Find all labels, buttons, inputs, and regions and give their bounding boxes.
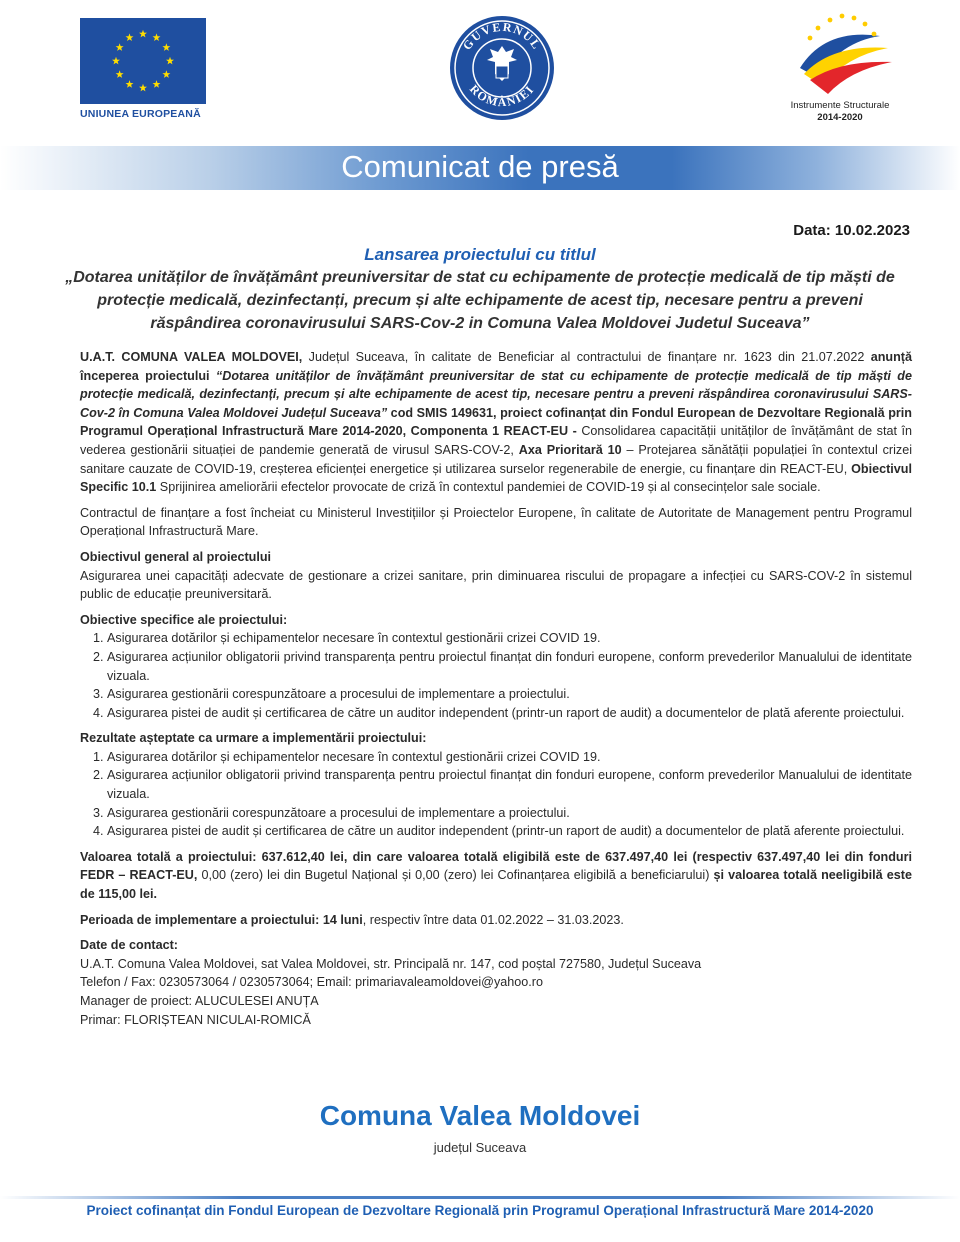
project-heading <box>60 244 900 335</box>
project-title: „Dotarea unităților de învățământ preuniversitar de stat cu echipamente de protecție medicală de tip măști de protecție medicală, dezinfectanți, precum și alte echipamente de acest tip, necesare pentru a preveni răspândirea coronavirusului SARS-Cov-2 in Comuna Valea Moldovei Judetul Suceava” <box>65 269 895 332</box>
list-item: 1. Asigurarea dotărilor și echipamentelor necesare în contextul gestionării crizei COVID 19. <box>107 629 912 648</box>
value-text: 0,00 (zero) lei din Bugetul Național și 0,00 (zero) lei Cofinanțarea eligibilă a beneficiarului) <box>201 868 710 883</box>
list-item: 3. Asigurarea gestionării corespunzătoare a procesului de implementare a proiectului. <box>107 685 912 704</box>
period-text: , respectiv între data 01.02.2022 – 31.03.2023. <box>362 912 624 927</box>
expected-results-list <box>80 748 912 841</box>
list-item: 2. Asigurarea acțiunilor obligatorii privind transparența pentru proiectul finanțat din fonduri europene, conform prevederilor Manualului de identitate vizuala. <box>107 766 912 803</box>
intro-paragraph <box>80 348 912 497</box>
eu-flag-icon <box>80 18 206 104</box>
project-lead: Lansarea proiectului cu titlul <box>364 245 596 264</box>
intro-text: – Protejarea sănătății populației în contextul crizei sanitare cauzate de COVID-19, creșterea eficienței energetice și utilizarea surselor regenerabile de energie, cu finanțare din REACT-EU, <box>80 442 913 476</box>
structural-instruments-icon <box>770 8 910 100</box>
priority-axis: Axa Prioritară 10 <box>518 442 622 457</box>
project-title-inline: “Dotarea unităților de învățământ preuniversitar de stat cu echipamente de protecție medicală de tip măști de protecție medicală, dezinfectanți, precum și alte echipamente de acest tip, necesare pentru a preveni răspândirea coronavirusului SARS-Cov-2 în Comuna Valea Moldovei Județul Suceava” <box>80 368 912 420</box>
list-item: 3. Asigurarea gestionării corespunzătoare a procesului de implementare a proiectului. <box>107 804 912 823</box>
page-title: Comunicat de presă <box>341 149 619 184</box>
contact-address: U.A.T. Comuna Valea Moldovei, sat Valea Moldovei, str. Principală nr. 147, cod poștal 727580, Județul Suceava <box>80 956 702 971</box>
list-item: 4. Asigurarea pistei de audit și certificarea de către un auditor independent (printr-un raport de audit) a documentelor de plată aferente proiectului. <box>107 822 912 841</box>
intro-text: cod SMIS 149631, proiect cofinanțat din Fondul European de Dezvoltare Regională prin Programul Operațional Infrastructură Mare 2014-2020, Componenta 1 REACT-EU - <box>80 405 912 439</box>
gov-seal-top-text: GUVERNUL <box>459 19 545 53</box>
list-item: 2. Asigurarea acțiunilor obligatorii privind transparența pentru proiectul finanțat din fonduri europene, conform prevederilor Manualului de identitate vizuala. <box>107 648 912 685</box>
specific-objectives-heading: Obiective specifice ale proiectului: <box>80 612 288 627</box>
structural-instruments-label <box>770 100 910 124</box>
footer-text: Proiect cofinanțat din Fondul European de Dezvoltare Regională prin Programul Operațional Infrastructură Mare 2014-2020 <box>86 1203 874 1218</box>
intro-text: anunță începerea proiectului <box>80 350 912 383</box>
specific-objective: Obiectivul Specific 10.1 <box>80 461 912 495</box>
list-item: 1. Asigurarea dotărilor și echipamentelor necesare în contextul gestionării crizei COVID 19. <box>107 748 912 767</box>
contact-heading: Date de contact: <box>80 938 178 953</box>
specific-objectives-list <box>80 629 912 722</box>
structural-instruments-logo <box>770 8 910 128</box>
contact-manager: Manager de proiect: ALUCULESEI ANUȚA <box>80 994 319 1008</box>
value-text: Valoarea totală a proiectului: 637.612,40 lei, din care valoarea totală eligibilă este de 637.497,40 lei (respectiv 637.497,40 lei din fonduri FEDR – REACT-EU, <box>80 849 912 883</box>
signature-name: Comuna Valea Moldovei <box>319 1100 641 1131</box>
contract-paragraph: Contractul de finanțare a fost încheiat cu Ministerul Investițiilor și Proiectelor Europene, în calitate de Autoritate de Management pentru Programul Operațional Infrastructură Mare. <box>80 505 912 539</box>
contact-phone-email: Telefon / Fax: 0230573064 / 0230573064; Email: primariavaleamoldovei@yahoo.ro <box>80 975 543 990</box>
press-release-body <box>80 348 912 1029</box>
structural-label-line1: Instrumente Structurale <box>790 100 890 111</box>
implementation-period <box>80 911 912 930</box>
value-text: și valoarea totală neeligibilă este de 115,00 lei. <box>80 868 912 902</box>
general-objective-text: Asigurarea unei capacități adecvate de gestionare a crizei sanitare, prin diminuarea riscului de propagare a infecției cu SARS-COV-2 în sistemul public de educație preuniversitară. <box>80 568 912 602</box>
eu-label: UNIUNEA EUROPEANĂ <box>80 108 201 120</box>
signature-county: județul Suceava <box>433 1140 527 1155</box>
period-label: Perioada de implementare a proiectului: 14 luni <box>80 912 363 927</box>
intro-text: Județul Suceava, în calitate de Beneficiar al contractului de finanțare nr. 1623 din 21.07.2022 <box>302 350 871 364</box>
footer-divider <box>0 1196 960 1199</box>
expected-results-heading: Rezultate așteptate ca urmare a implementării proiectului: <box>80 731 427 746</box>
contact-mayor: Primar: FLORIȘTEAN NICULAI-ROMICĂ <box>80 1012 311 1027</box>
project-value <box>80 848 912 904</box>
intro-text: Sprijinirea ameliorării efectelor provocate de criză în contextul pandemiei de COVID-19 și al consecințelor sale sociale. <box>156 480 821 495</box>
list-item: 4. Asigurarea pistei de audit și certificarea de către un auditor independent (printr-un raport de audit) a documentelor de plată aferente proiectului. <box>107 704 912 723</box>
logo-bar <box>0 0 960 140</box>
eu-logo <box>80 18 206 120</box>
general-objective-heading: Obiectivul general al proiectului <box>80 549 272 564</box>
romanian-government-seal <box>448 14 556 122</box>
press-release-date: Data: 10.02.2023 <box>793 222 910 239</box>
gov-seal-bottom-text: ROMÂNIEI <box>466 81 537 110</box>
beneficiary-name: U.A.T. COMUNA VALEA MOLDOVEI, <box>80 350 303 364</box>
structural-label-line2: 2014-2020 <box>817 112 863 123</box>
intro-text: Consolidarea capacității unităților de învățământ de stat în vederea gestionării situației de pandemie generată de virusul SARS-COV-2, <box>80 424 912 457</box>
